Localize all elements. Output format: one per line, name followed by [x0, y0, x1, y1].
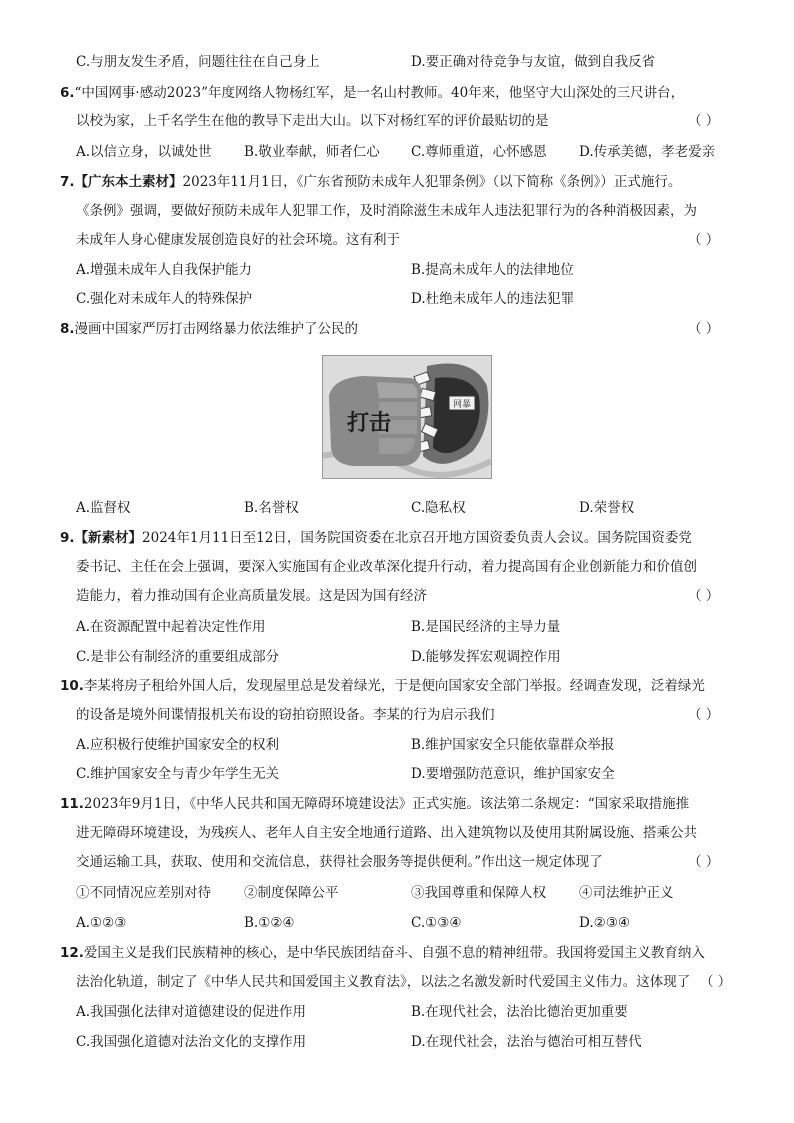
- cartoon-illustration: [323, 356, 491, 478]
- q7-option-a: A.增强未成年人自我保护能力: [76, 262, 253, 278]
- q6-answer-bracket: （ ）: [688, 113, 720, 129]
- q10-text-1: 李某将房子租给外国人后，发现屋里总是发着绿光，于是便向国家安全部门举报。经调查发现，泛着绿光: [83, 678, 705, 694]
- cartoon-speaker-label: 网暴: [453, 400, 472, 410]
- q11-option-b: B.①②④: [244, 915, 295, 931]
- q9-text-1: 2024年1月11日至12日，国务院国资委在北京召开地方国资委负责人会议。国务院国资委党: [142, 530, 692, 546]
- q7-stem-line-1: [60, 172, 681, 192]
- q8-option-c: C.隐私权: [411, 500, 466, 516]
- q7-option-c: C.强化对未成年人的特殊保护: [76, 291, 253, 307]
- q11-stem-line-2: 进无障碍环境建设，为残疾人、老年人自主安全地通行道路、出入建筑物以及使用其附属设施、搭乘公共: [76, 825, 697, 841]
- q6-number: 6.: [60, 85, 75, 101]
- q12-option-d: D.在现代社会，法治与德治可相互替代: [411, 1034, 642, 1050]
- q6-option-c: C.尊师重道，心怀感恩: [411, 144, 547, 160]
- q11-stem-line-1: [60, 794, 689, 814]
- q12-option-b: B.在现代社会，法治比德治更加重要: [411, 1004, 628, 1020]
- q6-text-1: “中国网事·感动2023”年度网络人物杨红军，是一名山村教师。40年来，他坚守大山深处的三尺讲台，: [74, 85, 685, 101]
- q9-number: 9.: [60, 530, 75, 546]
- q12-number: 12.: [60, 945, 84, 961]
- q12-option-c: C.我国强化道德对法治文化的支撑作用: [76, 1034, 307, 1050]
- q9-option-d: D.能够发挥宏观调控作用: [411, 649, 561, 665]
- q7-option-d: D.杜绝未成年人的违法犯罪: [411, 291, 575, 307]
- q11-statement-2: ②制度保障公平: [244, 885, 339, 901]
- q10-number: 10.: [60, 678, 84, 694]
- q6-stem-line-2: 以校为家，上千名学生在他的教导下走出大山。以下对杨红军的评价最贴切的是: [76, 113, 549, 129]
- q9-option-b: B.是国民经济的主导力量: [411, 619, 561, 635]
- q5-option-c: C.与朋友发生矛盾，问题往往在自己身上: [76, 54, 320, 70]
- q10-answer-bracket: （ ）: [688, 707, 720, 723]
- q11-number: 11.: [60, 796, 84, 812]
- q11-statement-4: ④司法维护正义: [579, 885, 674, 901]
- q10-stem-line-1: [60, 676, 705, 696]
- q7-stem-line-2: 《条例》强调，要做好预防未成年人犯罪工作，及时消除滋生未成年人违法犯罪行为的各种消极因素，为: [76, 203, 697, 219]
- q8-number: 8.: [60, 321, 75, 337]
- q7-text-1: 2023年11月1日，《广东省预防未成年人犯罪条例》（以下简称《条例》）正式施行。: [182, 174, 682, 190]
- q9-option-c: C.是非公有制经济的重要组成部分: [76, 649, 280, 665]
- cartoon-image: [322, 355, 492, 479]
- q6-option-d: D.传承美德，孝老爱亲: [579, 144, 716, 160]
- q10-option-c: C.维护国家安全与青少年学生无关: [76, 766, 280, 782]
- q8-answer-bracket: （ ）: [688, 321, 720, 337]
- q7-answer-bracket: （ ）: [688, 232, 720, 248]
- q8-option-b: B.名誉权: [244, 500, 299, 516]
- q11-option-c: C.①③④: [411, 915, 462, 931]
- q7-stem-line-3: 未成年人身心健康发展创造良好的社会环境。这有利于: [76, 232, 400, 248]
- q12-stem-line-2: 法治化轨道，制定了《中华人民共和国爱国主义教育法》，以法之名激发新时代爱国主义伟力。这体现了: [76, 974, 691, 990]
- q6-option-b: B.敬业奉献，师者仁心: [244, 144, 380, 160]
- q9-option-a: A.在资源配置中起着决定性作用: [76, 619, 266, 635]
- q9-stem-line-1: [60, 528, 692, 548]
- q7-number: 7.: [60, 174, 75, 190]
- q10-option-b: B.维护国家安全只能依靠群众举报: [411, 737, 615, 753]
- q6-stem-line-1: [60, 83, 684, 103]
- q10-option-a: A.应积极行使维护国家安全的权利: [76, 737, 280, 753]
- q9-stem-line-2: 委书记、主任在会上强调，要深入实施国有企业改革深化提升行动，着力提高国有企业创新能力和价值创: [76, 559, 697, 575]
- q11-statement-1: ①不同情况应差别对待: [76, 885, 211, 901]
- q11-statement-3: ③我国尊重和保障人权: [411, 885, 546, 901]
- q10-stem-line-2: 的设备是境外间谍情报机关布设的窃拍窃照设备。李某的行为启示我们: [76, 707, 495, 723]
- q11-answer-bracket: （ ）: [688, 854, 720, 870]
- q5-option-d: D.要正确对待竞争与友谊，做到自我反省: [411, 54, 656, 70]
- q12-answer-bracket: （ ）: [700, 974, 732, 990]
- q9-answer-bracket: （ ）: [688, 588, 720, 604]
- q8-text-1: 漫画中国家严厉打击网络暴力依法维护了公民的: [74, 321, 359, 337]
- q11-text-1: 2023年9月1日，《中华人民共和国无障碍环境建设法》正式实施。该法第二条规定：“国家采取措施推: [83, 796, 690, 812]
- q9-stem-line-3: 造能力，着力推动国有企业高质量发展。这是因为国有经济: [76, 588, 427, 604]
- q12-option-a: A.我国强化法律对道德建设的促进作用: [76, 1004, 307, 1020]
- q8-stem-line-1: [60, 319, 358, 339]
- q6-option-a: A.以信立身，以诚处世: [76, 144, 212, 160]
- q7-source-tag: 【广东本土素材】: [74, 174, 183, 190]
- cartoon-fist-text: 打击: [347, 411, 392, 436]
- q8-option-a: A.监督权: [76, 500, 131, 516]
- q8-option-d: D.荣誉权: [579, 500, 635, 516]
- q11-stem-line-3: 交通运输工具，获取、使用和交流信息，获得社会服务等提供便利。”作出这一规定体现了: [76, 854, 603, 870]
- q10-option-d: D.要增强防范意识，维护国家安全: [411, 766, 615, 782]
- q11-option-a: A.①②③: [76, 915, 127, 931]
- q11-option-d: D.②③④: [579, 915, 630, 931]
- q12-stem-line-1: [60, 943, 705, 963]
- q9-source-tag: 【新素材】: [74, 530, 143, 546]
- q7-option-b: B.提高未成年人的法律地位: [411, 262, 574, 278]
- q12-text-1: 爱国主义是我们民族精神的核心，是中华民族团结奋斗、自强不息的精神纽带。我国将爱国主义教育纳入: [83, 945, 705, 961]
